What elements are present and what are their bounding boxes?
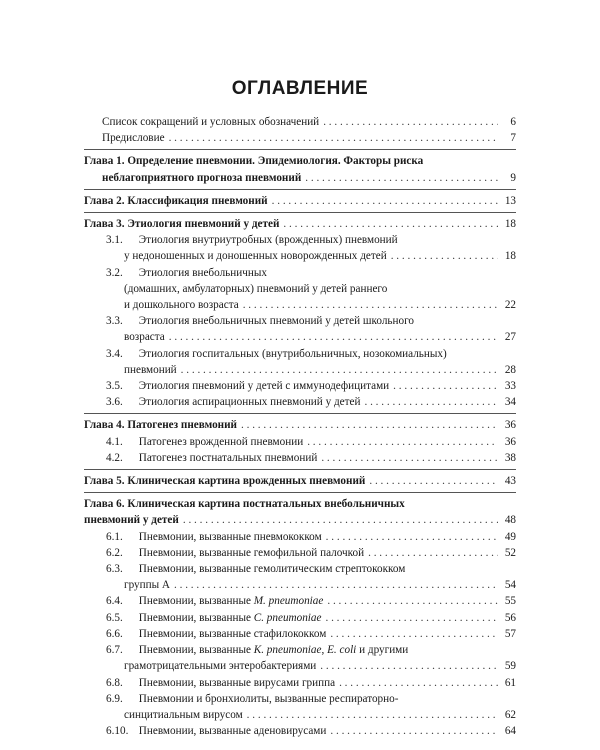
toc-section-3-4[interactable] (84, 346, 516, 378)
toc-section-3-1[interactable] (84, 232, 516, 264)
entry-title: Глава 4. Патогенез пневмоний (84, 419, 238, 432)
toc-chapter-2[interactable] (84, 193, 516, 209)
leader-dots (174, 577, 498, 593)
page-number: 59 (504, 660, 516, 673)
leader-dots (330, 723, 498, 739)
page-title: ОГЛАВЛЕНИЕ (231, 78, 369, 99)
entry-title-line: Этиология внутриутробных (врожденных) пневмоний (138, 234, 398, 247)
page-number: 9 (510, 171, 516, 184)
page-number: 38 (504, 451, 516, 464)
section-number: 3.2. (106, 266, 123, 279)
page-number: 62 (504, 708, 516, 721)
section-number: 3.1. (106, 234, 123, 247)
page-number: 61 (504, 676, 516, 689)
leader-dots (283, 216, 498, 232)
toc-entry-preface[interactable] (84, 130, 516, 146)
entry-title: Патогенез врожденной пневмонии (138, 435, 304, 448)
section-number: 3.3. (106, 315, 123, 328)
entry-title-line: Этиология внебольничных пневмоний у детей школьного (138, 315, 414, 328)
table-of-contents (84, 114, 516, 739)
leader-dots (364, 394, 498, 410)
divider (84, 492, 516, 493)
page-number: 36 (504, 419, 516, 432)
toc-section-6-1[interactable] (84, 529, 516, 545)
toc-chapter-6[interactable] (84, 496, 516, 528)
page-number: 13 (504, 194, 516, 207)
entry-title-line: Глава 6. Клиническая картина постнатальных внебольничных (84, 498, 405, 511)
toc-chapter-4[interactable] (84, 417, 516, 433)
divider (84, 189, 516, 190)
leader-dots (181, 362, 498, 378)
toc-chapter-5[interactable] (84, 473, 516, 489)
page-number: 18 (504, 218, 516, 231)
pathogen-name: E. coli (327, 644, 357, 657)
divider (84, 469, 516, 470)
section-number: 3.6. (106, 396, 123, 409)
entry-title: Пневмонии, вызванные (138, 611, 254, 624)
entry-title-line: пневмоний (124, 363, 177, 376)
page-number: 7 (510, 132, 516, 145)
entry-title-line: Пневмонии и бронхиолиты, вызванные респираторно- (138, 692, 399, 705)
section-number: 6.4. (106, 595, 123, 608)
toc-section-4-1[interactable] (84, 434, 516, 450)
leader-dots (307, 434, 498, 450)
entry-title-tail: и другими (356, 644, 409, 657)
page-number: 33 (504, 380, 516, 393)
page-number: 56 (504, 611, 516, 624)
section-number: 4.2. (106, 451, 123, 464)
entry-title: Глава 3. Этиология пневмоний у детей (84, 218, 280, 231)
entry-title: Глава 5. Клиническая картина врожденных пневмоний (84, 475, 366, 488)
toc-section-6-3[interactable] (84, 561, 516, 593)
leader-dots (169, 329, 498, 345)
section-number: 6.2. (106, 546, 123, 559)
toc-chapter-1[interactable] (84, 153, 516, 185)
section-number: 6.1. (106, 530, 123, 543)
leader-dots (393, 378, 498, 394)
page-number: 43 (504, 475, 516, 488)
entry-title-line: у недоношенных и доношенных новорожденных детей (124, 250, 387, 263)
toc-entry-abbreviations[interactable] (84, 114, 516, 130)
toc-section-3-6[interactable] (84, 394, 516, 410)
toc-section-3-5[interactable] (84, 378, 516, 394)
section-number: 6.9. (106, 692, 123, 705)
leader-dots (326, 529, 498, 545)
entry-title: Пневмонии, вызванные (138, 644, 254, 657)
page-number: 27 (504, 331, 516, 344)
page-number: 34 (504, 396, 516, 409)
leader-dots (305, 170, 498, 186)
page-number: 28 (504, 363, 516, 376)
entry-title-line: Этиология внебольничных (138, 266, 267, 279)
leader-dots (368, 545, 498, 561)
toc-section-3-2[interactable] (84, 265, 516, 314)
toc-section-3-3[interactable] (84, 313, 516, 345)
page-number: 64 (504, 725, 516, 738)
section-number: 6.6. (106, 627, 123, 640)
toc-section-6-10[interactable] (84, 723, 516, 739)
page-number: 6 (510, 116, 516, 128)
entry-title: Список сокращений и условных обозначений (102, 116, 320, 128)
entry-title: Пневмонии, вызванные пневмококком (138, 530, 322, 543)
page-number: 48 (504, 514, 516, 527)
pathogen-name: C. pneumoniae (253, 611, 322, 624)
leader-dots (243, 297, 498, 313)
page-number: 54 (504, 579, 516, 592)
page-number: 36 (504, 435, 516, 448)
pathogen-name: K. pneumoniae (253, 644, 322, 657)
entry-title-line: синцитиальным вирусом (124, 708, 243, 721)
leader-dots (323, 114, 498, 130)
entry-title: Этиология пневмоний у детей с иммунодефицитами (138, 380, 390, 393)
toc-section-6-7[interactable] (84, 642, 516, 674)
toc-section-6-9[interactable] (84, 691, 516, 723)
toc-section-6-8[interactable] (84, 675, 516, 691)
leader-dots (320, 658, 498, 674)
leader-dots (241, 417, 498, 433)
leader-dots (391, 248, 498, 264)
entry-title-line: возраста (124, 331, 165, 344)
entry-title: Пневмонии, вызванные аденовирусами (138, 725, 327, 738)
section-number: 3.5. (106, 380, 123, 393)
section-number: 6.8. (106, 676, 123, 689)
entry-title: Пневмонии, вызванные (138, 595, 254, 608)
leader-dots (327, 593, 498, 609)
entry-title: Этиология аспирационных пневмоний у детей (138, 396, 361, 409)
section-number: 6.7. (106, 644, 123, 657)
entry-title: Пневмонии, вызванные гемофильной палочкой (138, 546, 365, 559)
entry-title-line: Этиология госпитальных (внутрибольничных, нозокомиальных) (138, 347, 447, 360)
entry-title-line: и дошкольного возраста (124, 299, 239, 312)
leader-dots (272, 193, 498, 209)
entry-title: Пневмонии, вызванные вирусами гриппа (138, 676, 336, 689)
page-number: 18 (504, 250, 516, 263)
toc-section-6-5[interactable] (84, 610, 516, 626)
page-number: 49 (504, 530, 516, 543)
section-number: 4.1. (106, 435, 123, 448)
leader-dots (321, 450, 498, 466)
leader-dots (339, 675, 498, 691)
entry-title-line: Пневмонии, вызванные гемолитическим стрептококком (138, 563, 406, 576)
leader-dots (330, 626, 498, 642)
toc-section-6-4[interactable] (84, 593, 516, 609)
entry-title: Глава 2. Классификация пневмоний (84, 194, 268, 207)
leader-dots (369, 473, 498, 489)
leader-dots (325, 610, 498, 626)
entry-title-line: неблагоприятного прогноза пневмоний (102, 171, 302, 184)
divider (84, 413, 516, 414)
entry-title-line: пневмоний у детей (84, 514, 179, 527)
leader-dots (183, 512, 498, 528)
page-number: 57 (504, 627, 516, 640)
entry-title-line: Глава 1. Определение пневмонии. Эпидемиология. Факторы риска (84, 155, 424, 168)
entry-title-line: группы А (124, 579, 170, 592)
toc-section-6-6[interactable] (84, 626, 516, 642)
section-number: 3.4. (106, 347, 123, 360)
section-number: 6.10. (106, 725, 129, 738)
separator: , (321, 644, 328, 657)
leader-dots (169, 130, 498, 146)
entry-title-line: грамотрицательными энтеробактериями (124, 660, 317, 673)
section-number: 6.3. (106, 563, 123, 576)
entry-title-line: (домашних, амбулаторных) пневмоний у детей раннего (124, 282, 388, 295)
pathogen-name: M. pneumoniae (253, 595, 324, 608)
divider (84, 149, 516, 150)
page-number: 52 (504, 546, 516, 559)
toc-section-4-2[interactable] (84, 450, 516, 466)
entry-title: Предисловие (102, 132, 165, 145)
section-number: 6.5. (106, 611, 123, 624)
divider (84, 212, 516, 213)
page-number: 22 (504, 299, 516, 312)
entry-title: Патогенез постнатальных пневмоний (138, 451, 318, 464)
page-number: 55 (504, 595, 516, 608)
toc-section-6-2[interactable] (84, 545, 516, 561)
entry-title: Пневмонии, вызванные стафилококком (138, 627, 327, 640)
toc-chapter-3[interactable] (84, 216, 516, 232)
leader-dots (247, 707, 498, 723)
